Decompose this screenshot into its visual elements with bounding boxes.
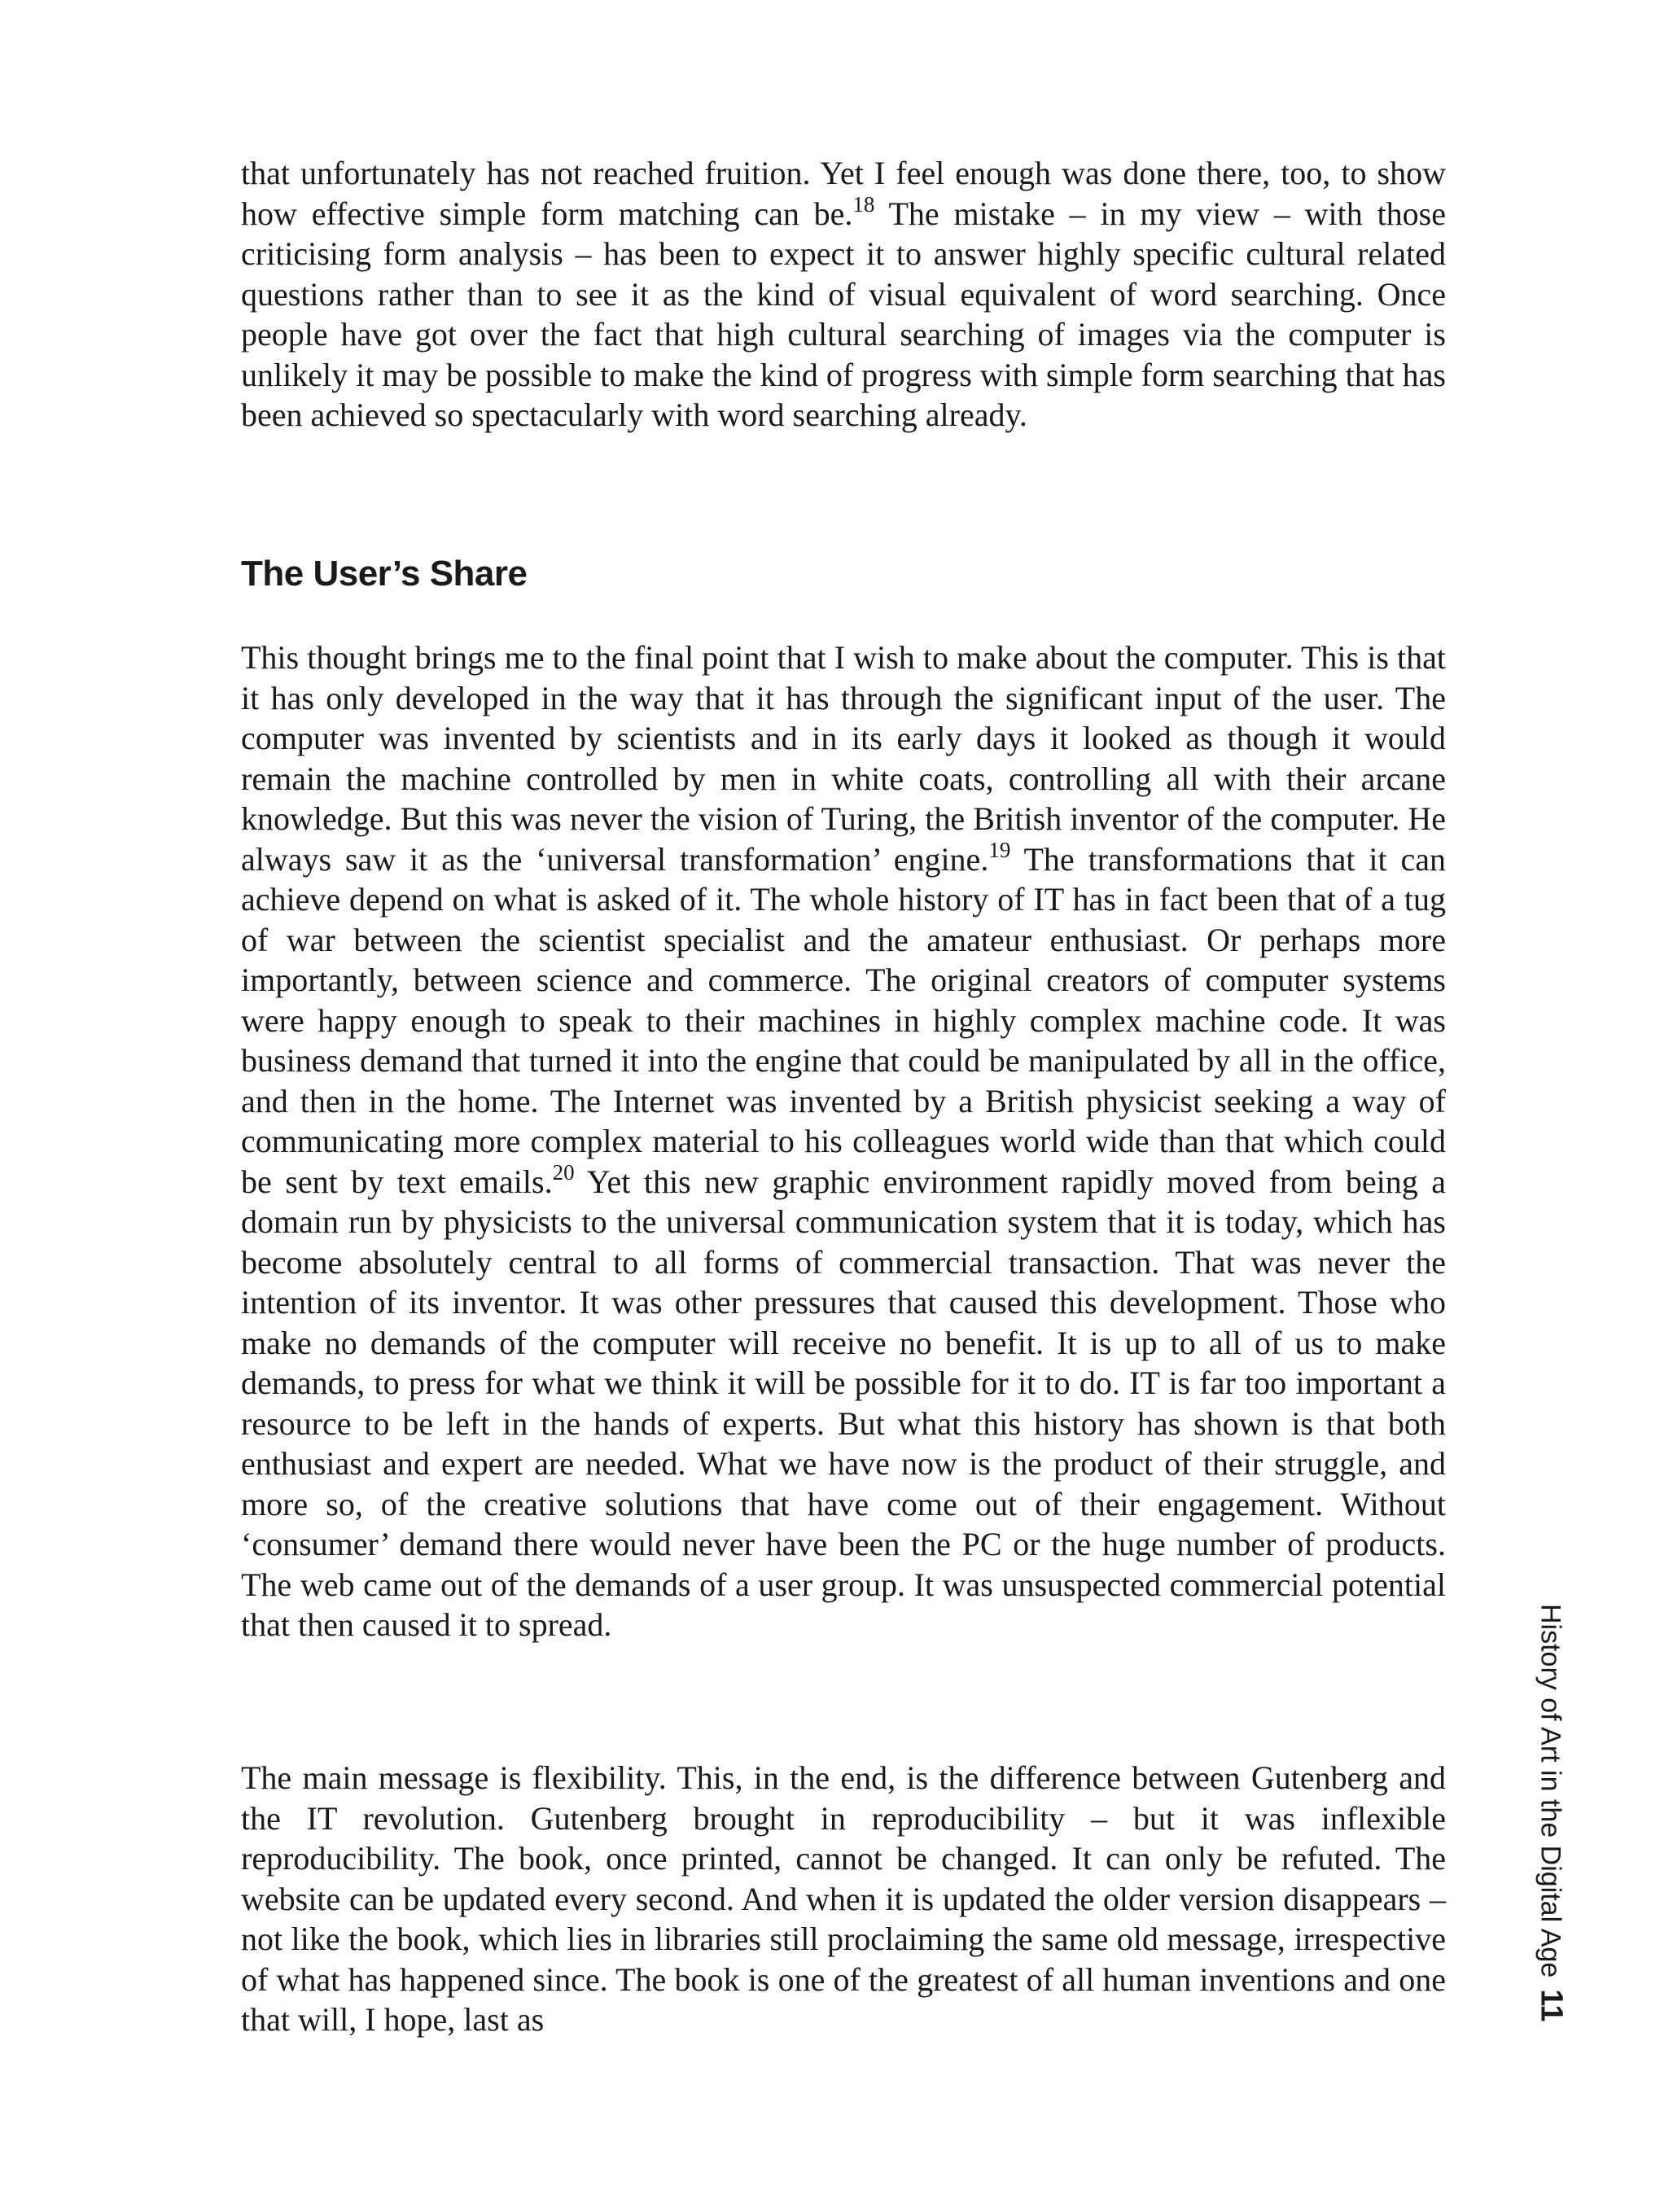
users-share-text-part-3: Yet this new graphic environment rapidly moved from being a domain run by physicists to the universal communication system that it is today, which has become absolutely central to all forms of commercial transaction. That was never the intention of its inventor. It was other pressures that caused this development. Those who make no demands of the computer will receive no benefit. It is up to all of us to make demands, to press for what we think it will be possible for it to do. IT is far too important a resource to be left in the hands of experts. But what this history has shown is that both enthusiast and expert are needed. What we have now is the product of their struggle, and more so, of the creative solutions that have come out of their engagement. Without ‘consumer’ demand there would never have been the PC or the huge number of products. The web came out of the demands of a user group. It was unsuspected commercial potential that then caused it to spread. xyxy=(241,1163,1446,1643)
flexibility-paragraph: The main message is flexibility. This, in the end, is the difference between Gutenberg and the IT revolution. Gutenberg brought in reproducibility – but it was inflexible reproducibility. The book, once printed, cannot be changed. It can only be refuted. The website can be updated every second. And when it is updated the older version disappears – not like the book, which lies in libraries still proclaiming the same old message, irrespective of what has happened since. The book is one of the greatest of all human inventions and one that will, I hope, last as xyxy=(241,1759,1446,2038)
intro-text-part-2: The mistake – in my view – with those criticising form analysis – has been to expect it to answer highly specific cultural related questions rather than to see it as the kind of visual equivalent of word searching. Once people have got over the fact that high cultural searching of images via the computer is unlikely it may be possible to make the kind of progress with simple form searching that has been achieved so spectacularly with word searching already. xyxy=(241,195,1447,433)
intro-text-part-1: that unfortunately has not reached fruition. Yet I feel enough was done there, too, to show how effective simple form matching can be. xyxy=(241,155,1446,232)
intro-paragraph xyxy=(241,153,1446,436)
section-heading: The User’s Share xyxy=(241,554,528,594)
page-number: 11 xyxy=(1534,1989,1569,2022)
book-title: History of Art in the Digital Age xyxy=(1535,1604,1566,1978)
users-share-paragraph xyxy=(241,637,1446,1645)
running-head-text xyxy=(1533,1604,1570,2021)
footnote-ref-19: 19 xyxy=(988,837,1011,862)
footnote-ref-18: 18 xyxy=(852,191,875,217)
running-head xyxy=(1502,1604,1600,2043)
users-share-text-part-2: The transformations that it can achieve depend on what is asked of it. The whole history of IT has in fact been that of a tug of war between the scientist specialist and the amateur enthusiast. Or perhaps more importantly, between science and commerce. The original creators of computer systems were happy enough to speak to their machines in highly complex machine code. It was business demand that turned it into the engine that could be manipulated by all in the office, and then in the home. The Internet was invented by a British physicist seeking a way of communicating more complex material to his colleagues world wide than that which could be sent by text emails. xyxy=(241,840,1447,1200)
users-share-text-part-1: This thought brings me to the final point that I wish to make about the computer. This is that it has only developed in the way that it has through the significant input of the user. The computer was invented by scientists and in its early days it looked as though it would remain the machine controlled by men in white coats, controlling all with their arcane knowledge. But this was never the vision of Turing, the British inventor of the computer. He always saw it as the ‘universal transformation’ engine. xyxy=(241,639,1446,878)
footnote-ref-20: 20 xyxy=(552,1159,575,1185)
